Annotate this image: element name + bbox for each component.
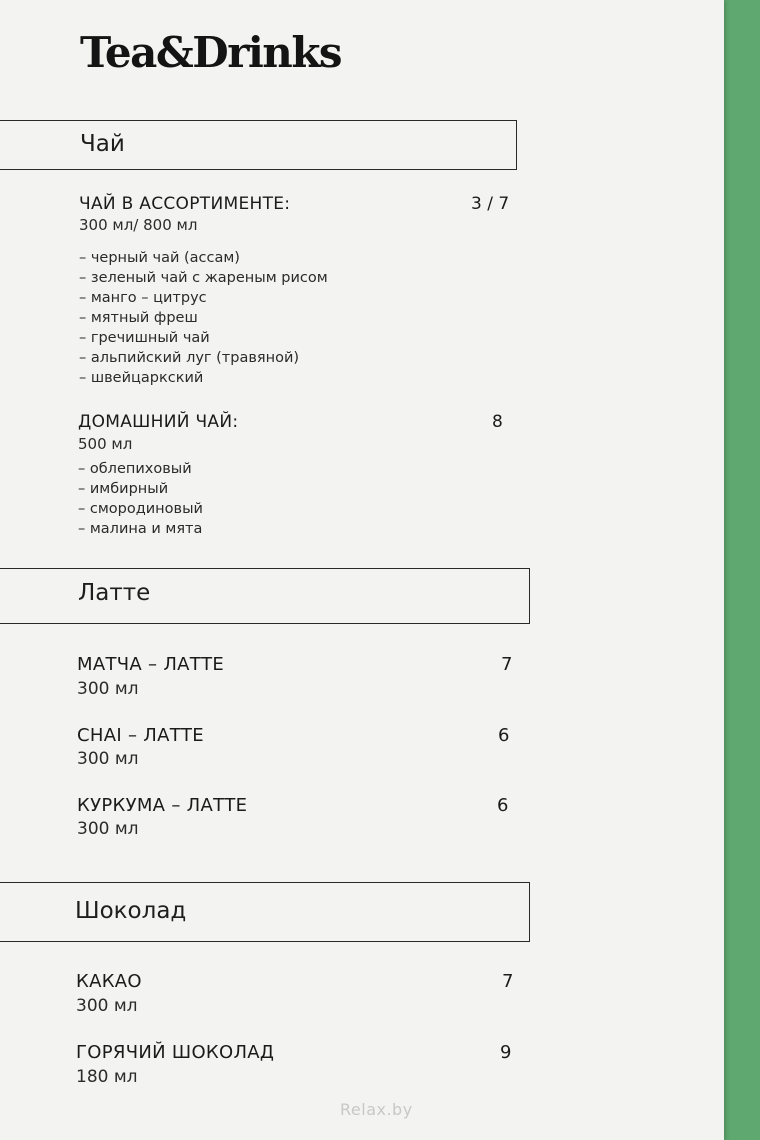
list-item: – гречишный чай: [79, 330, 210, 346]
section-title-chocolate: Шоколад: [75, 898, 187, 924]
list-item: – мятный фреш: [79, 310, 198, 326]
list-item: – швейцаркский: [79, 370, 204, 386]
menu-title: Tea&Drinks: [80, 28, 342, 77]
item-price: 7: [502, 971, 514, 992]
list-item: – зеленый чай с жареным рисом: [79, 270, 328, 286]
item-volume: 300 мл: [77, 819, 139, 839]
section-title-latte: Латте: [78, 580, 151, 606]
list-item: – альпийский луг (травяной): [79, 350, 300, 366]
item-name: CHAI – ЛАТТЕ: [77, 725, 204, 746]
item-price: 8: [492, 412, 503, 432]
item-name: КУРКУМА – ЛАТТЕ: [77, 795, 248, 816]
item-volume: 300 мл: [77, 749, 139, 769]
list-item: – смородиновый: [78, 501, 203, 517]
item-price: 6: [497, 795, 509, 816]
homemade-tea-option-list: [78, 459, 203, 539]
item-name: КАКАО: [76, 971, 142, 992]
watermark: Relax.by: [340, 1100, 413, 1119]
item-volume: 300 мл/ 800 мл: [79, 216, 198, 234]
section-title-tea: Чай: [80, 131, 125, 157]
item-name: МАТЧА – ЛАТТЕ: [77, 654, 225, 675]
list-item: – малина и мята: [78, 521, 203, 537]
item-price: 7: [501, 654, 513, 675]
item-name: ДОМАШНИЙ ЧАЙ:: [78, 412, 239, 432]
item-price: 6: [498, 725, 510, 746]
list-item: – облепиховый: [78, 461, 192, 477]
item-volume: 300 мл: [76, 996, 138, 1016]
tea-option-list: [79, 248, 328, 388]
section-box-tea: [0, 120, 517, 170]
item-volume: 180 мл: [76, 1067, 138, 1087]
list-item: – манго – цитрус: [79, 290, 207, 306]
item-price: 9: [500, 1042, 512, 1063]
item-price: 3 / 7: [471, 194, 510, 214]
item-volume: 500 мл: [78, 435, 133, 453]
item-name: ЧАЙ В АССОРТИМЕНТЕ:: [79, 194, 291, 214]
list-item: – черный чай (ассам): [79, 250, 240, 266]
item-volume: 300 мл: [77, 679, 139, 699]
item-name: ГОРЯЧИЙ ШОКОЛАД: [76, 1042, 275, 1063]
list-item: – имбирный: [78, 481, 169, 497]
